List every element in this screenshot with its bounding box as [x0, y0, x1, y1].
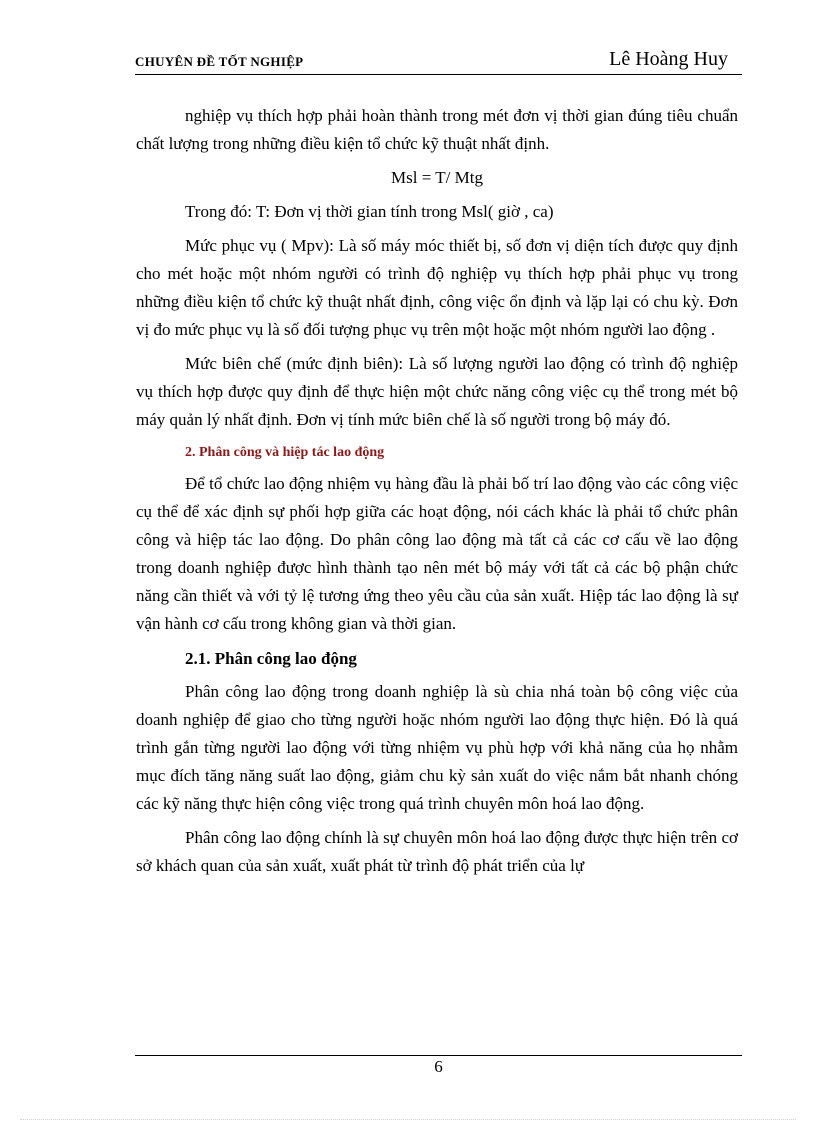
- paragraph-continuation: nghiệp vụ thích hợp phải hoàn thành trong mét đơn vị thời gian đúng tiêu chuẩn chất lượng trong những điều kiện tổ chức kỹ thuật nhất định.: [136, 106, 738, 153]
- page-body: [136, 102, 738, 886]
- paragraph-service-level: Mức phục vụ ( Mpv): Là số máy móc thiết bị, số đơn vị diện tích được quy định cho mét hoặc một nhóm người có trình độ nghiệp vụ thích hợp phải phục vụ trong những điều kiện tổ chức kỹ thuật nhất định, công việc ổn định và lặp lại có chu kỳ. Đơn vị đo mức phục vụ là số đối tượng phục vụ trên một hoặc một nhóm người lao động .: [136, 236, 738, 339]
- paragraph-staffing-level: Mức biên chế (mức định biên): Là số lượng người lao động có trình độ nghiệp vụ thích hợp được quy định để thực hiện một chức năng công việc cụ thể trong mét bộ máy quản lý nhất định. Đơn vị tính mức biên chế là số người trong bộ máy đó.: [136, 354, 738, 429]
- paragraph-labor-division: Phân công lao động trong doanh nghiệp là sù chia nhá toàn bộ công việc của doanh nghiệp để giao cho từng người hoặc nhóm người lao động thực hiện. Đó là quá trình gắn từng người lao động với từng nhiệm vụ phù hợp với khả năng của họ nhằm mục đích tăng năng suất lao động, giảm chu kỳ sản xuất do việc nắm bắt nhanh chóng các kỹ năng thực hiện công việc trong quá trình chuyên môn hoá lao động.: [136, 682, 738, 813]
- document-title: CHUYÊN ĐỀ TỐT NGHIỆP: [135, 54, 304, 69]
- paragraph-specialization: Phân công lao động chính là sự chuyên môn hoá lao động được thực hiện trên cơ sở khách quan của sản xuất, xuất phát từ trình độ phát triển của lự: [136, 828, 738, 875]
- section-heading-2-1: 2.1. Phân công lao động: [185, 649, 357, 668]
- formula: Msl = T/ Mtg: [391, 168, 483, 187]
- author-name: Lê Hoàng Huy: [609, 48, 728, 70]
- page-header: [135, 46, 742, 75]
- formula-definition: Trong đó: T: Đơn vị thời gian tính trong Msl( giờ , ca): [185, 202, 554, 221]
- paragraph-labor-division-intro: Để tổ chức lao động nhiệm vụ hàng đầu là phải bố trí lao động vào các công việc cụ thể để xác định sự phối hợp giữa các hoạt động, nói cách khác là phải tổ chức phân công và hiệp tác lao động. Do phân công lao động mà tất cả các cơ cấu về lao động trong doanh nghiệp được hình thành tạo nên mét bộ máy với tất cả các bộ phận chức năng cần thiết và với tỷ lệ tương ứng theo yêu cầu của sản xuất. Hiệp tác lao động là sự vận hành cơ cấu trong không gian và thời gian.: [136, 474, 738, 633]
- section-heading-2: 2. Phân công và hiệp tác lao động: [185, 445, 385, 460]
- page-edge-dotted-line: [20, 1119, 796, 1120]
- page-number: 6: [434, 1057, 443, 1076]
- footer-divider: [135, 1055, 742, 1056]
